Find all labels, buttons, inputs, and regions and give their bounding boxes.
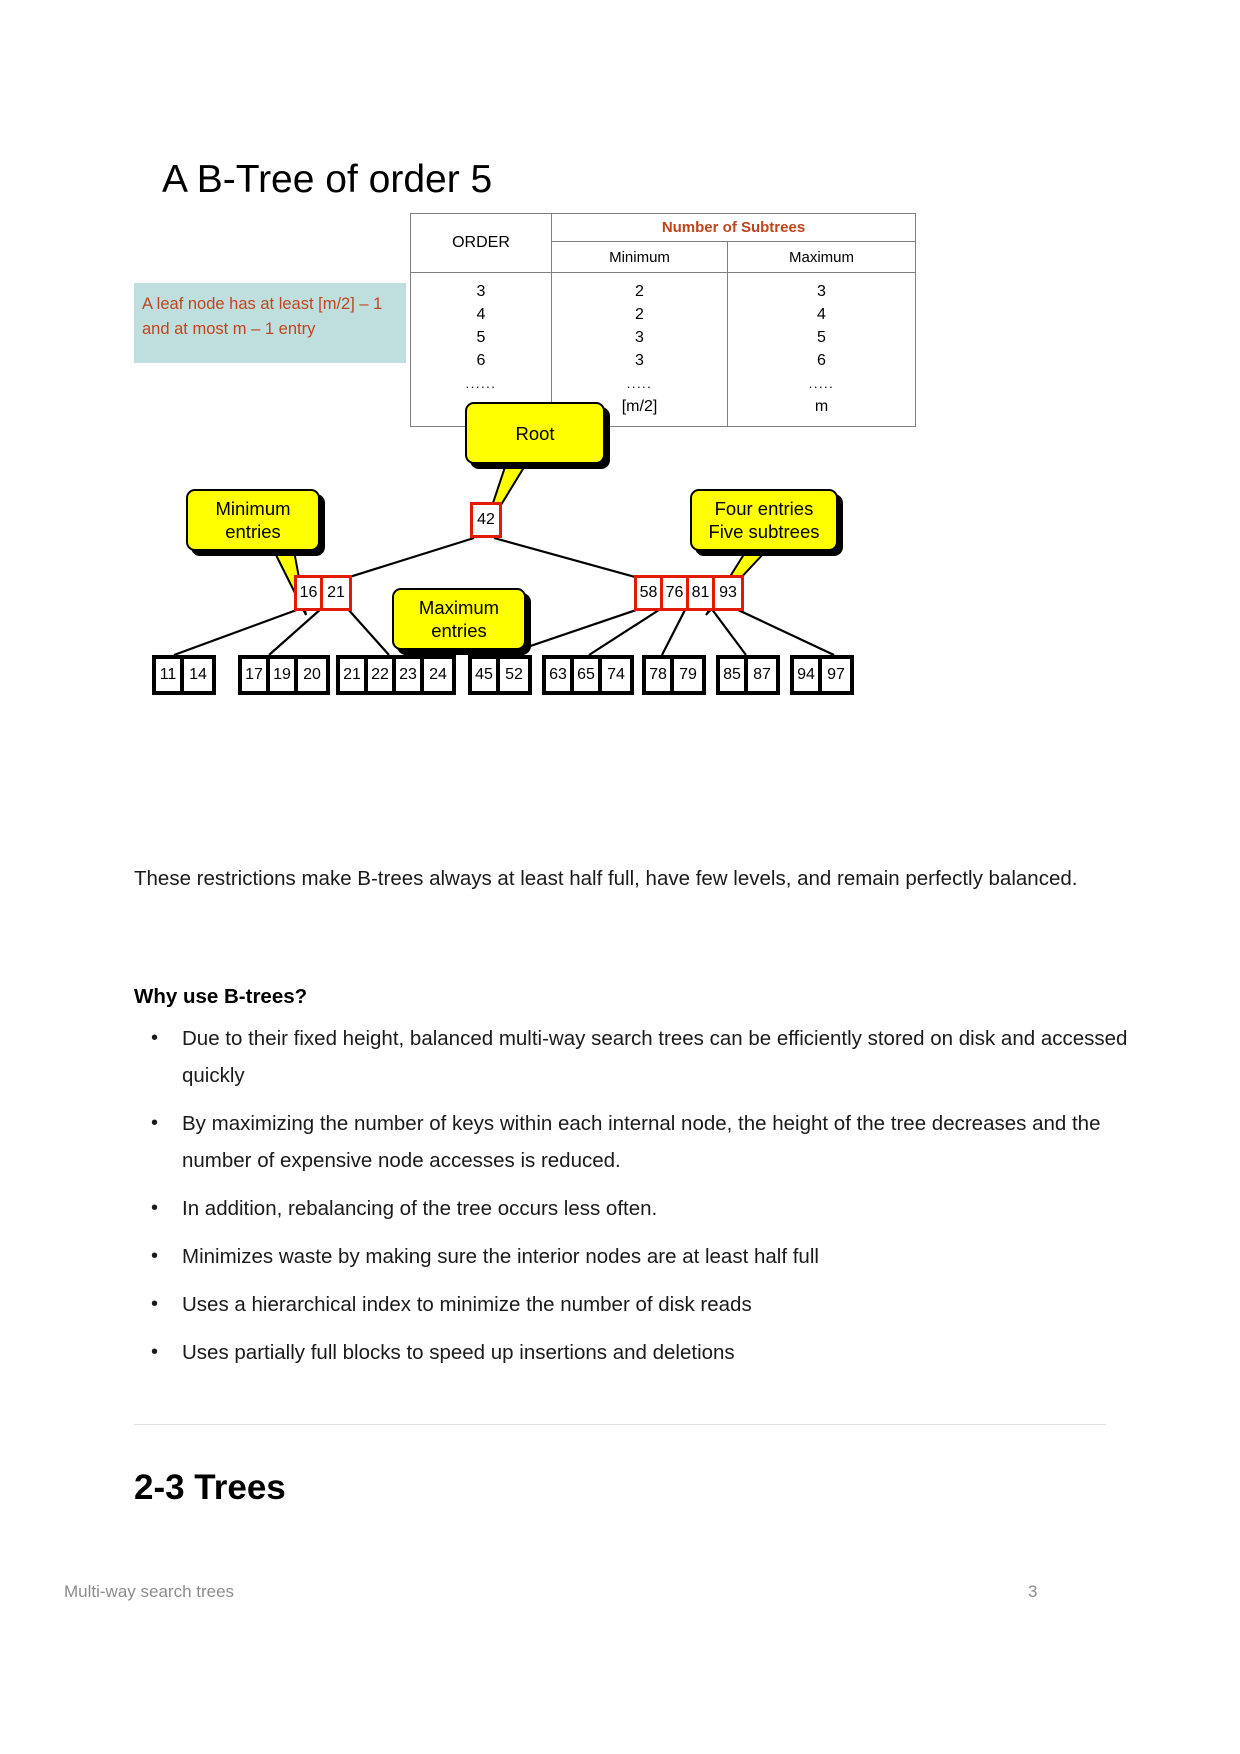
tree-leaf: [336, 655, 456, 695]
max-value: 4: [817, 306, 826, 323]
order-value: 3: [476, 283, 486, 300]
max-value: 3: [817, 283, 826, 300]
max-value: 6: [817, 352, 826, 369]
slide-title: A B-Tree of order 5: [162, 158, 493, 201]
order-value: 4: [476, 306, 486, 323]
tree-key: 21: [323, 578, 349, 608]
tree-key: 81: [689, 578, 715, 608]
tree-key: 74: [602, 659, 630, 691]
tree-key: 20: [298, 659, 326, 691]
callout-root-label: Root: [515, 422, 555, 444]
tree-key: 45: [472, 659, 500, 691]
tree-key: 22: [368, 659, 396, 691]
table-header-order: ORDER: [411, 214, 552, 273]
tree-key: 21: [340, 659, 368, 691]
callout-four-entries: [690, 489, 838, 551]
tree-key: 63: [546, 659, 574, 691]
table-header-minimum: Minimum: [552, 242, 728, 273]
max-ellipsis: .....: [808, 376, 835, 391]
min-ellipsis: .....: [626, 376, 653, 391]
min-value: 3: [635, 329, 644, 346]
callout-max-line2: entries: [431, 620, 487, 641]
callout-four-line2: Five subtrees: [708, 521, 820, 542]
btree-slide-figure: [134, 140, 934, 800]
callout-maximum-entries: [392, 588, 526, 650]
list-item: • By maximizing the number of keys within each internal node, the height of the tree decreases and the number of expensive node accesses is reduced.: [174, 1105, 1146, 1179]
min-value: 2: [635, 306, 644, 323]
order-value: 5: [476, 329, 486, 346]
tree-node-internal-right: [634, 575, 744, 611]
order-value: 6: [476, 352, 486, 369]
tree-key: 52: [500, 659, 528, 691]
max-value: 5: [817, 329, 826, 346]
min-value-mhalf: [m/2]: [621, 398, 658, 415]
tree-key: 65: [574, 659, 602, 691]
tree-key: 79: [674, 659, 702, 691]
callout-min-line2: entries: [225, 521, 281, 542]
benefits-list: [134, 1020, 1146, 1382]
max-value-m: m: [814, 398, 829, 415]
btree-diagram: [134, 390, 934, 810]
tree-leaf: [238, 655, 330, 695]
tree-leaf: [716, 655, 780, 695]
tree-key: 97: [822, 659, 850, 691]
footer-page-number: 3: [1028, 1582, 1038, 1601]
leaf-node-note: A leaf node has at least [m/2] – 1 and at most m – 1 entry: [134, 283, 406, 363]
section-divider: [134, 1424, 1106, 1425]
callout-root: [465, 402, 605, 464]
tree-node-root: [470, 502, 502, 538]
tree-leaf: [152, 655, 216, 695]
callout-max-line1: Maximum: [418, 597, 500, 618]
tree-key: 58: [637, 578, 663, 608]
intro-paragraph: These restrictions make B-trees always at least half full, have few levels, and remain perfectly balanced.: [134, 867, 1078, 890]
tree-key: 23: [396, 659, 424, 691]
list-item: • Minimizes waste by making sure the interior nodes are at least half full: [174, 1238, 1146, 1275]
callout-min-line1: Minimum: [215, 498, 291, 519]
tree-key: 87: [748, 659, 776, 691]
tree-key: 19: [270, 659, 298, 691]
min-value: 2: [635, 283, 644, 300]
tree-key: 76: [663, 578, 689, 608]
callout-minimum-entries: [186, 489, 320, 551]
tree-leaf: [642, 655, 706, 695]
footer-document-title: Multi-way search trees: [64, 1582, 235, 1601]
tree-node-internal-left: [294, 575, 352, 611]
tree-key: 94: [794, 659, 822, 691]
list-item: • Uses partially full blocks to speed up insertions and deletions: [174, 1334, 1146, 1371]
min-value: 3: [635, 352, 644, 369]
tree-leaf: [790, 655, 854, 695]
table-header-maximum: Maximum: [728, 242, 916, 273]
tree-key: 24: [424, 659, 452, 691]
table-header-subtrees: Number of Subtrees: [552, 214, 916, 242]
tree-key: 17: [242, 659, 270, 691]
why-use-btrees-heading: Why use B-trees?: [134, 985, 308, 1008]
tree-key: 14: [184, 659, 212, 691]
table-header-row-1: [411, 214, 916, 242]
section-heading-23-trees: 2-3 Trees: [134, 1468, 286, 1507]
tree-key: 93: [715, 578, 741, 608]
tree-key: 42: [473, 505, 499, 535]
list-item: • Uses a hierarchical index to minimize the number of disk reads: [174, 1286, 1146, 1323]
tree-key: 16: [297, 578, 323, 608]
tree-key: 85: [720, 659, 748, 691]
tree-key: 11: [156, 659, 184, 691]
tree-leaf: [468, 655, 532, 695]
list-item: • In addition, rebalancing of the tree occurs less often.: [174, 1190, 1146, 1227]
callout-four-line1: Four entries: [714, 498, 814, 519]
order-ellipsis: ......: [465, 376, 497, 391]
tree-leaf: [542, 655, 634, 695]
list-item: • Due to their fixed height, balanced multi-way search trees can be efficiently stored on disk and accessed quickly: [174, 1020, 1146, 1094]
tree-key: 78: [646, 659, 674, 691]
